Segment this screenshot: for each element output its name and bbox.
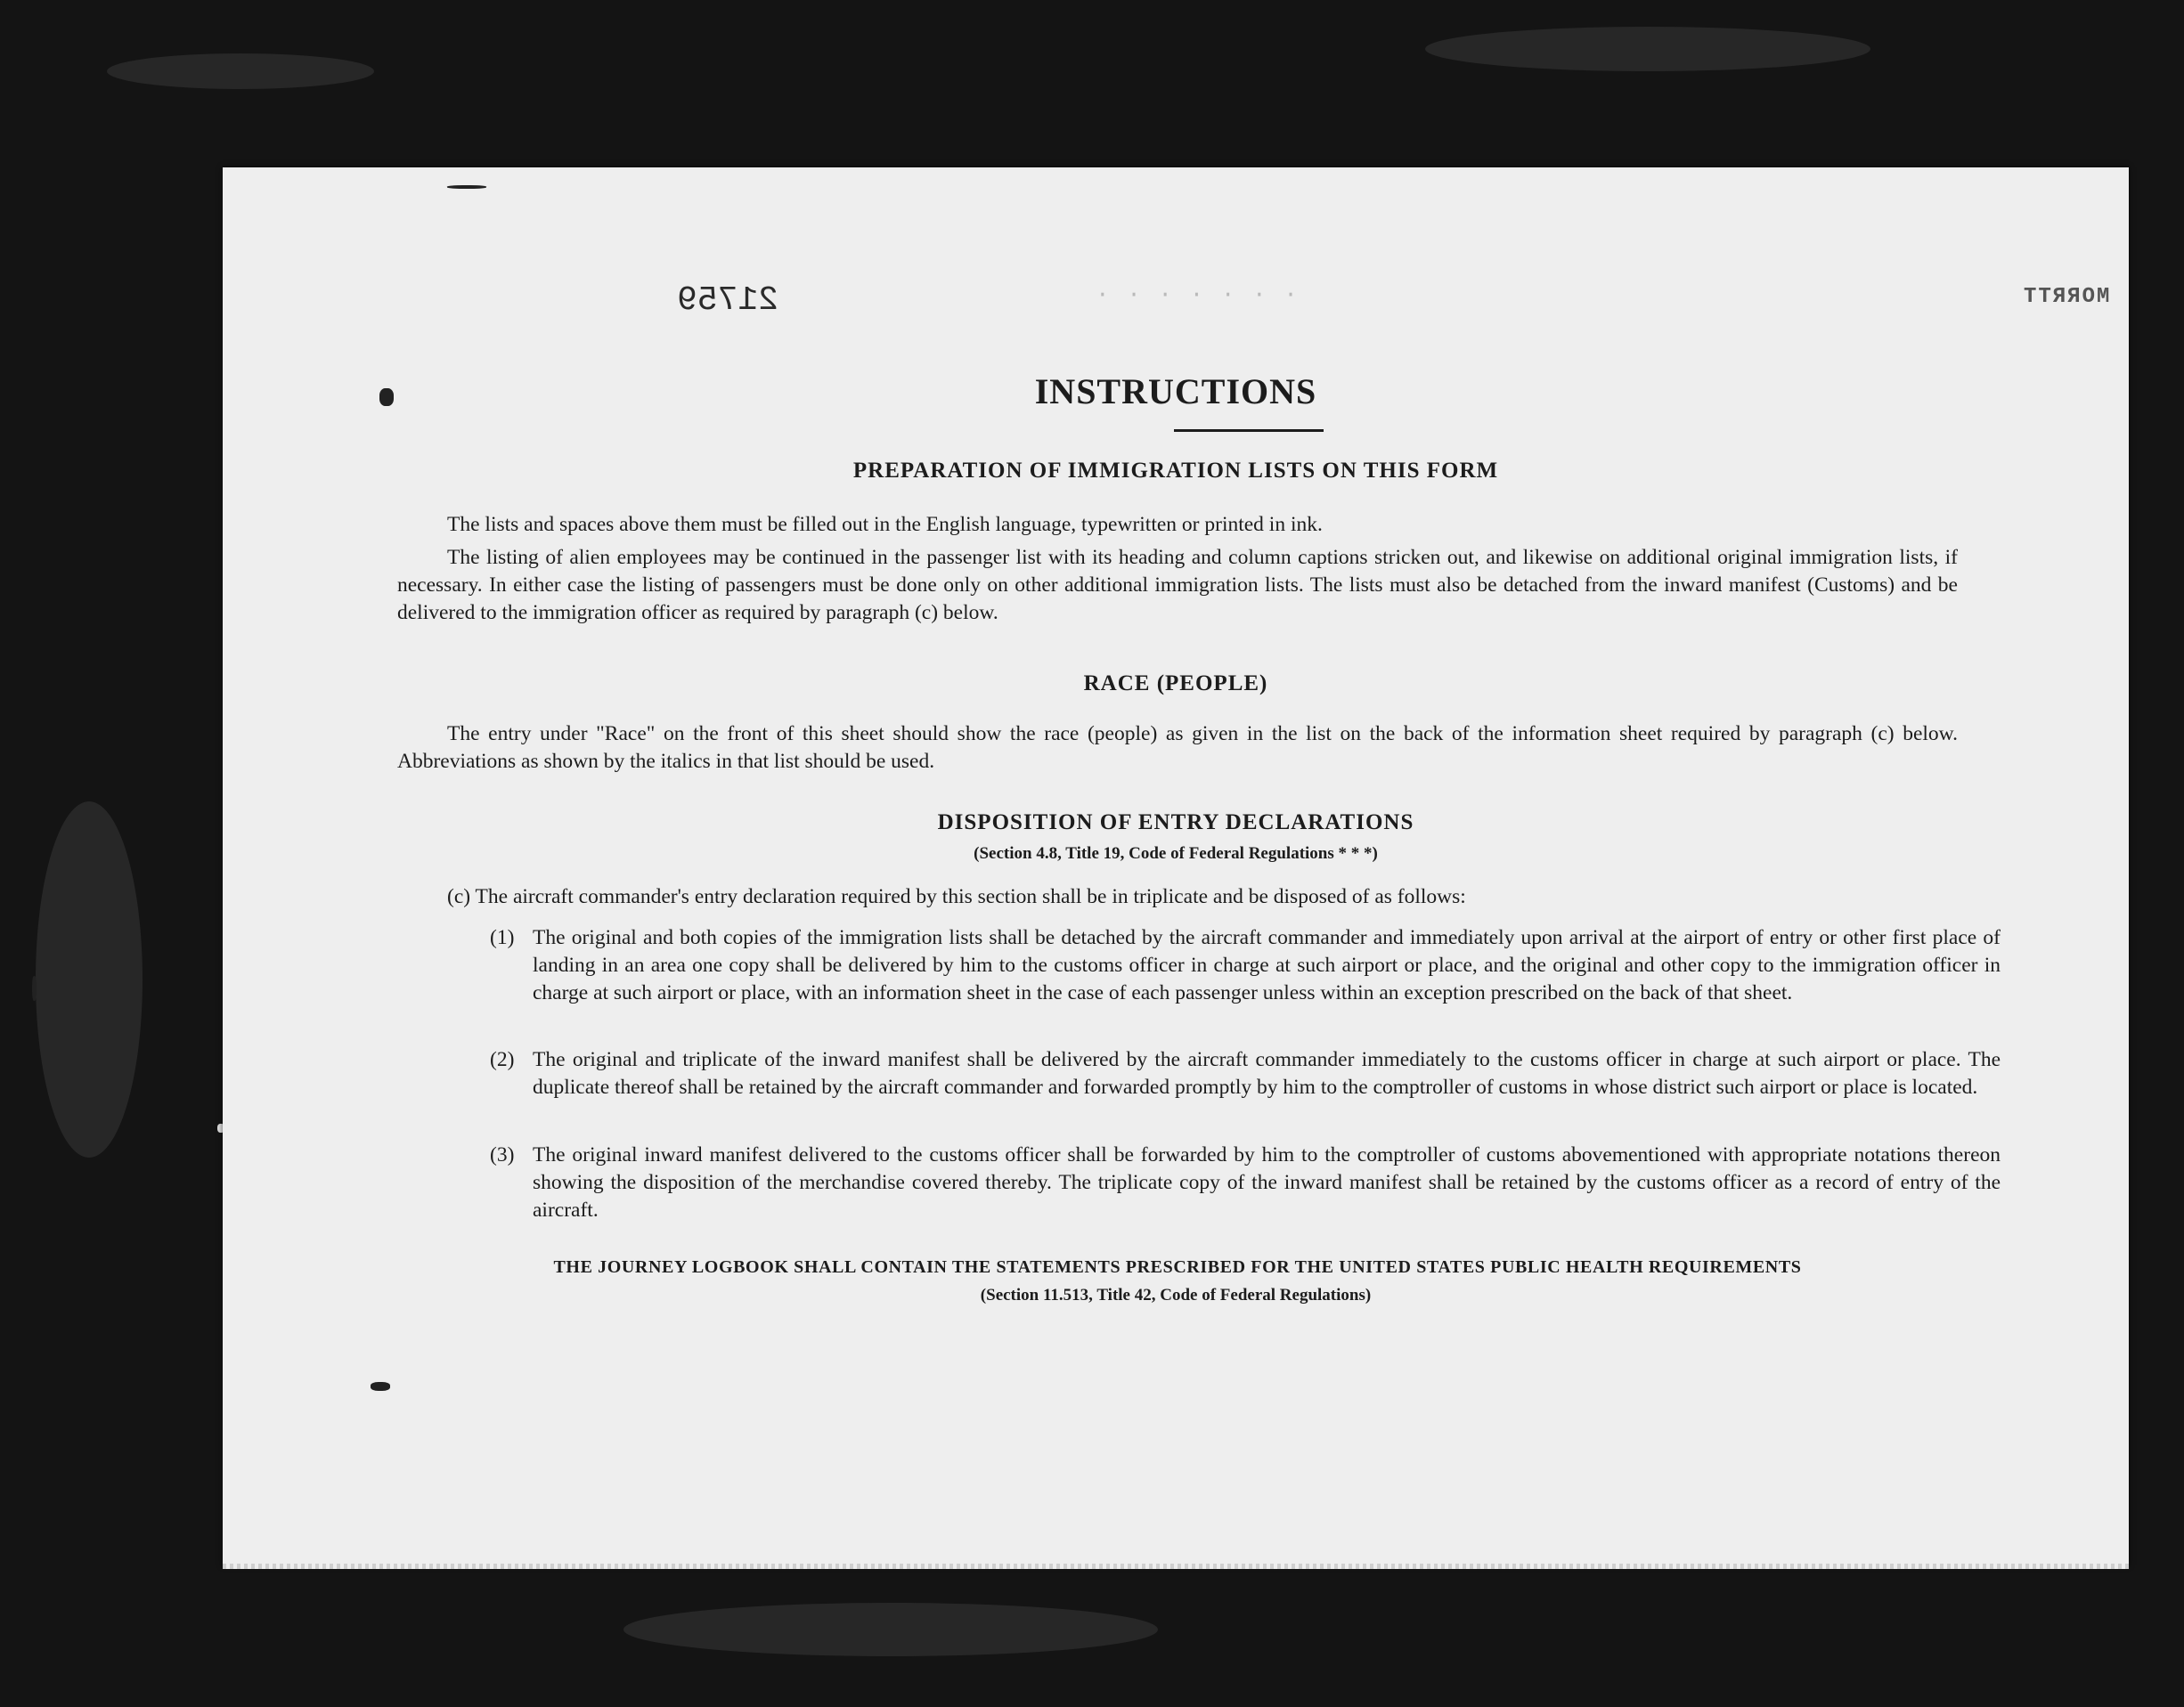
footer-citation-title-42: (Section 11.513, Title 42, Code of Federal Regulations) — [980, 1286, 1372, 1305]
list-item-number: (1) — [490, 926, 515, 949]
section-citation-title-19: (Section 4.8, Title 19, Code of Federal Regulations * * *) — [974, 844, 1378, 863]
background-noise — [623, 1603, 1158, 1656]
page-title: INSTRUCTIONS — [1034, 371, 1317, 411]
stamp-number: 21759 — [677, 281, 779, 320]
film-speck — [32, 976, 37, 1001]
list-item-2 — [490, 1046, 2001, 1101]
footer-statement: THE JOURNEY LOGBOOK SHALL CONTAIN THE STATEMENTS PRESCRIBED FOR THE UNITED STATES PUBLIC HEALTH REQUIREMENTS — [553, 1257, 1802, 1277]
bleed-through-text: · · · · · · · — [1096, 281, 1300, 308]
list-item-number: (3) — [490, 1143, 515, 1166]
background-noise — [36, 801, 143, 1158]
paragraph-english-language: The lists and spaces above them must be filled out in the English language, typewritten or printed in ink. — [447, 513, 1323, 536]
document-sheet — [223, 167, 2129, 1565]
list-item-text: The original and both copies of the immigration lists shall be detached by the aircraft commander and immediately upon arrival at the airport of entry or other first place of landing in an area one copy shall be delivered by him to the customs officer in charge at such airport or place, and the original and other copy to the immigration officer in charge at such airport or place, with an information sheet in the case of each passenger unless within an exception prescribed on the back of that sheet. — [533, 926, 2001, 1004]
list-item-text: The original and triplicate of the inward manifest shall be delivered by the aircraft commander immediately to the customs officer in charge at such airport or place. The duplicate thereof shall be retained by the aircraft commander and forwarded promptly by him to the comptroller of customs in whose district such airport or place is located. — [533, 1048, 2001, 1099]
paragraph-alien-employees: The listing of alien employees may be continued in the passenger list with its heading and column captions stricken out, and likewise on additional original immigration lists, if necessary. In either case the listing of passengers must be done only on other additional immigration lists. The lists must also be detached from the inward manifest (Customs) and be delivered to the immigration officer as required by paragraph (c) below. — [397, 546, 1958, 624]
clause-c: (c) The aircraft commander's entry declaration required by this section shall be in triplicate and be disposed of as follows: — [447, 885, 1466, 908]
list-item-number: (2) — [490, 1048, 515, 1071]
bleed-through-text: MORRTT — [2022, 285, 2110, 309]
background-noise — [107, 53, 374, 89]
background-noise — [1425, 27, 1870, 71]
section-heading-preparation: PREPARATION OF IMMIGRATION LISTS ON THIS FORM — [852, 459, 1499, 483]
section-heading-disposition: DISPOSITION OF ENTRY DECLARATIONS — [937, 810, 1414, 834]
ink-blot — [371, 1382, 390, 1391]
section-heading-race: RACE (PEOPLE) — [1083, 671, 1268, 695]
list-item-text: The original inward manifest delivered to the customs officer shall be forwarded by him to the comptroller of customs abovementioned with appropriate notations thereon showing the disposition of the merchandise covered thereby. The triplicate copy of the inward manifest shall be retained by the customs officer as a record of entry of the aircraft. — [533, 1143, 2001, 1222]
ink-mark — [447, 185, 486, 189]
list-item-1 — [490, 924, 2001, 1007]
paragraph-race-entry: The entry under "Race" on the front of this sheet should show the race (people) as given in the list on the back of the information sheet required by paragraph (c) below. Abbreviations as shown by the italics in that list should be used. — [397, 722, 1958, 773]
title-underline — [1174, 429, 1324, 432]
list-item-3 — [490, 1142, 2001, 1224]
perforated-edge — [223, 1564, 2129, 1569]
